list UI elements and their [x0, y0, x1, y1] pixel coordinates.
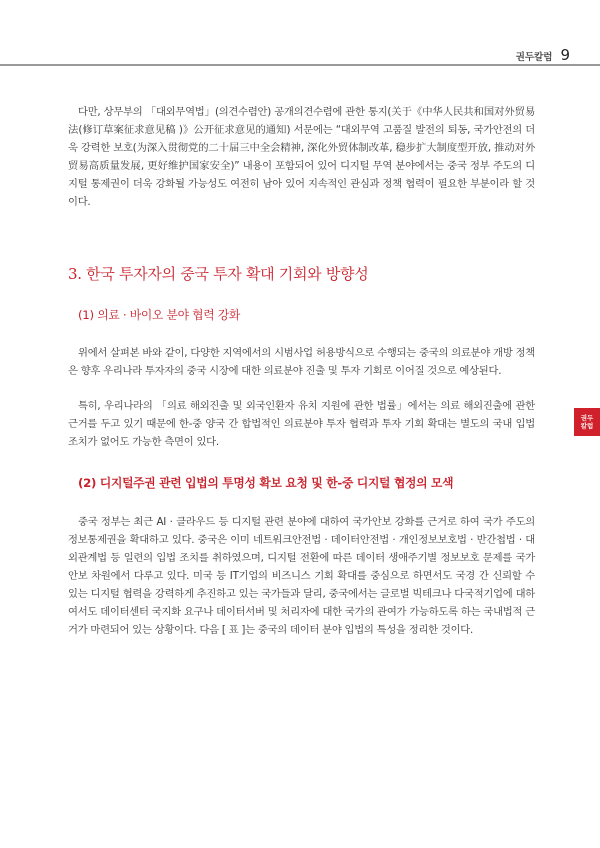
subheading-medical: (1) 의료 · 바이오 분야 협력 강화 — [78, 308, 241, 322]
section-heading: 3. 한국 투자자의 중국 투자 확대 기회와 방향성 — [68, 265, 369, 283]
side-section-tab — [574, 408, 600, 436]
side-tab-line1: 권두 — [580, 414, 594, 422]
subheading-digital: (2) 디지털주권 관련 입법의 투명성 확보 요청 및 한-중 디지털 협정의 모색 — [78, 476, 454, 490]
side-tab-line2: 칼럼 — [580, 422, 594, 430]
article-body — [68, 103, 535, 639]
header-section-title: 권두칼럼 — [515, 52, 553, 63]
medical-paragraph-1: 위에서 살펴본 바와 같이, 다양한 지역에서의 시범사업 허용방식으로 수행되는 중국의 의료분야 개방 정책은 향후 우리나라 투자자의 중국 시장에 대한 의료분야 진출 및 투자 기회로 이어질 것으로 예상된다. — [68, 347, 535, 377]
header-rule — [0, 64, 600, 66]
intro-paragraph: 다만, 상무부의 「대외무역법」(의견수렴안) 공개의견수렴에 관한 통지(关于《中华人民共和国对外贸易法(修订草案征求意见稿 )》公开征求意见的通知) 서문에는 “대외무역 고품질 발전의 퇴동, 국가안전의 더욱 강력한 보호(为深入贯彻党的二十届三中全会精神, 深化外贸体制改革, 稳步扩大制度型开放, 推动对外贸易高质量发展, 更好维护国家安全)” 내용이 포함되어 있어 디지털 무역 분야에서는 중국 정부 주도의 디지털 통제권이 더욱 강화될 가능성도 여전히 남아 있어 지속적인 관심과 정책 협력이 필요한 부분이라 할 것이다. — [68, 106, 535, 208]
medical-paragraph-2: 특히, 우리나라의 「의료 해외진출 및 외국인환자 유치 지원에 관한 법률」에서는 의료 해외진출에 관한 근거를 두고 있기 때문에 한-중 양국 간 합법적인 의료분야 투자 협력과 투자 기회 확대는 별도의 국내 입법 조치가 없어도 가능한 측면이 있다. — [68, 400, 535, 448]
digital-paragraph: 중국 정부는 최근 AI · 클라우드 등 디지털 관련 분야에 대하여 국가안보 강화를 근거로 하여 국가 주도의 정보통제권을 확대하고 있다. 중국은 이미 네트워크안전법 · 데이터안전법 · 개인정보보호법 · 반간첩법 · 대외관계법 등 일련의 입법 조치를 취하였으며, 디지털 전환에 따른 데이터 생애주기별 정보보호 문제를 국가안보 차원에서 다루고 있다. 미국 등 IT기업의 비즈니스 기회 확대를 중심으로 하면서도 국경 간 신뢰할 수 있는 디지털 협력을 강력하게 추진하고 있는 국가들과 달리, 중국에서는 글로벌 빅테크나 다국적기업에 대하여서도 데이터센터 국지화 요구나 데이터서버 및 처리자에 대한 국가의 관여가 가능하도록 하는 국내법적 근거가 마련되어 있는 상황이다. 다음 [ 표 ]는 중국의 데이터 분야 입법의 특성을 정리한 것이다. — [68, 516, 535, 636]
page-number: 9 — [560, 46, 570, 64]
running-header — [516, 46, 570, 64]
